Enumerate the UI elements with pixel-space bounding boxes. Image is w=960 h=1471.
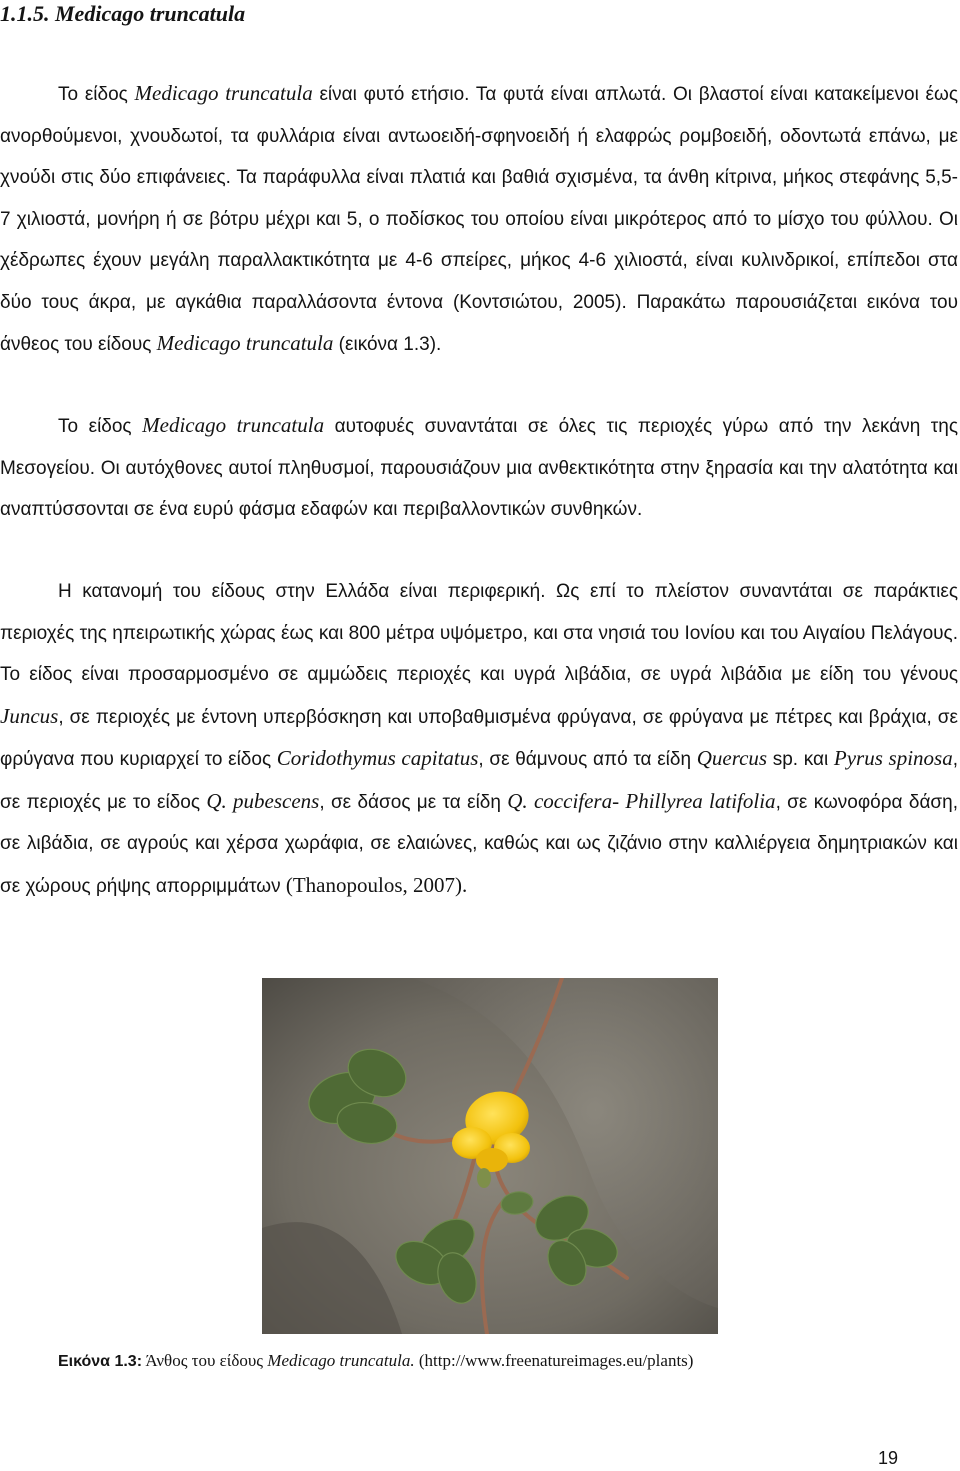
text: είναι φυτό ετήσιο. Τα φυτά είναι απλωτά. Οι βλαστοί είναι κατακείμενοι έως ανορθούμενοι, χνουδωτοί, τα φυλλάρια είναι αντωοειδή-σφηνοειδή ή ελαφρώς ρομβοειδή, οδοντωτά επάνω, με χνούδι στις δύο επιφάνειες. Τα παράφυλλα είναι πλατιά και βαθιά σχισμένα, τα άνθη κίτρινα, μήκος στεφάνης 5,5-7 χιλιοστά, μονήρη ή σε βότρυ μέχρι και 5, ο ποδίσκος του οποίου είναι μικρότερος από το μίσχο του φύλλου. Οι χέδρωπες έχουν μεγάλη παραλλακτικότητα με 4-6 σπείρες, μήκος 4-6 χιλιοστά, είναι κυλινδρικοί, επίπεδοι στα δύο τους άκρα, με αγκάθια παραλλάσοντα έντονα (Κοντσιώτου, 2005). Παρακάτω παρουσιάζεται εικόνα του άνθεος του είδους <box>0 84 958 355</box>
species-name: Q. pubescens <box>206 788 320 813</box>
genus-name: Quercus <box>696 746 768 770</box>
species-name: Q. coccifera- Phillyrea latifolia <box>507 788 776 813</box>
text: , σε περιοχές με έντονη υπερβόσκηση και υποβαθμισμένα φρύγανα, σε φρύγανα με πέτρες και βράχια, σε φρύγανα που κυριαρχεί το είδος <box>0 706 958 770</box>
text: Η κατανομή του είδους στην Ελλάδα είναι περιφερική. Ως επί το πλείστον συναντάται σε παράκτιες περιοχές της ηπειρωτικής χώρας έως και 800 μέτρα υψόμετρο, και στα νησιά του Ιονίου και του Αιγαίου Πελάγους. Το είδος είναι προσαρμοσμένο σε αμμώδεις περιοχές και υγρά λιβάδια, σε υγρά λιβάδια με είδη του γένους <box>0 581 958 685</box>
species-name: Medicago truncatula <box>142 413 325 437</box>
medicago-flower-illustration <box>262 978 718 1334</box>
caption-label: Εικόνα 1.3: <box>58 1353 143 1370</box>
text: sp. και <box>767 749 834 770</box>
caption-source-url: (http://www.freenatureimages.eu/plants) <box>414 1351 694 1370</box>
text: αυτοφυές συναντάται σε όλες τις περιοχές γύρω από την λεκάνη της Μεσογείου. Οι αυτόχθονες αυτοί πληθυσμοί, παρουσιάζουν μια ανθεκτικότητα στην ξηρασία και την αλατότητα και αναπτύσσονται σε ένα ευρύ φάσμα εδαφών και περιβαλλοντικών συνθηκών. <box>0 416 959 520</box>
species-name: Coridothymus capitatus <box>276 746 479 770</box>
text: , σε δάσος με τα είδη <box>319 791 508 813</box>
text: Το είδος <box>58 84 135 105</box>
page-number: 19 <box>877 1448 898 1468</box>
text: , σε θάμνους από τα είδη <box>478 749 697 770</box>
paragraph-distribution <box>0 571 958 907</box>
species-name: Medicago truncatula <box>134 81 313 105</box>
paragraph-habitat <box>0 405 958 531</box>
caption-species: Medicago truncatula. <box>267 1351 415 1370</box>
species-name: Pyrus spinosa <box>833 746 953 770</box>
caption-text: Άνθος του είδους <box>142 1351 268 1370</box>
flower-photo <box>262 978 718 1334</box>
text: , σε περιοχές με το είδος <box>0 749 958 813</box>
citation: (Thanopoulos, 2007). <box>285 872 468 897</box>
text: Το είδος <box>58 416 143 437</box>
section-heading: 1.1.5. Medicago truncatula <box>0 1 246 26</box>
paragraph-description <box>0 73 958 366</box>
text: (εικόνα 1.3). <box>333 334 442 355</box>
text: , σε κωνοφόρα δάση, σε λιβάδια, σε αγρούς και χέρσα χωράφια, σε ελαιώνες, καθώς και ως ζιζάνιο στην καλλιέργεια δημητριακών και σε χώρους ρήψης απορριμμάτων <box>0 791 958 897</box>
genus-name: Juncus <box>0 703 59 728</box>
species-name: Medicago truncatula <box>156 331 334 355</box>
figure-caption <box>58 1350 693 1373</box>
